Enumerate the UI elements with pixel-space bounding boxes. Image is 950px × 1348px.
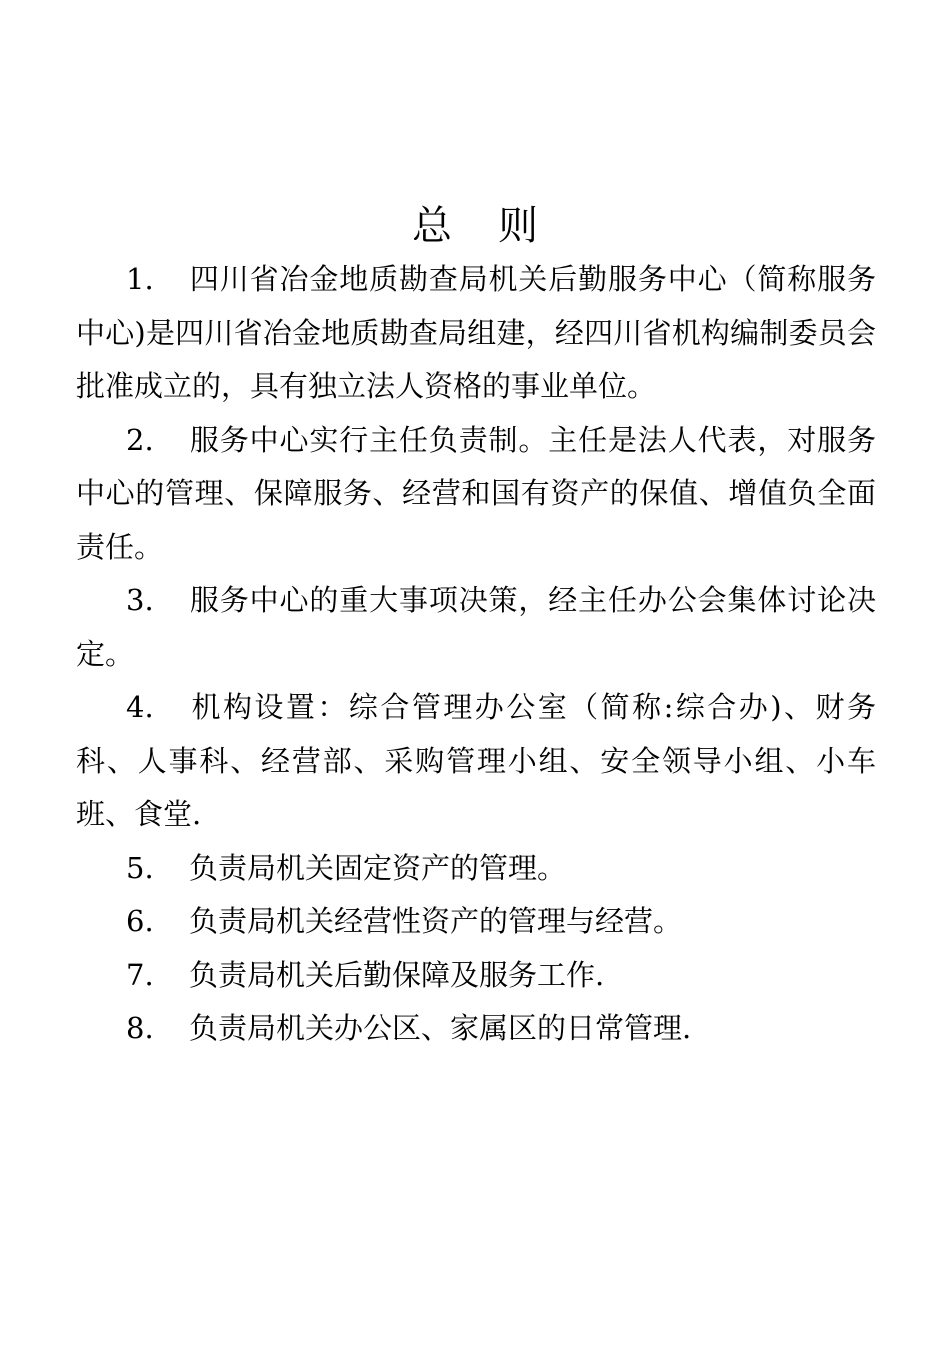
list-item <box>76 1002 876 1056</box>
document-body <box>76 253 876 1056</box>
item-text: 负责局机关后勤保障及服务工作. <box>189 957 605 992</box>
list-item <box>76 949 876 1003</box>
list-item <box>76 414 876 575</box>
item-text: 四川省冶金地质勘查局机关后勤服务中心（简称服务中心)是四川省冶金地质勘查局组建，经四川省机构编制委员会批准成立的，具有独立法人资格的事业单位。 <box>76 262 876 403</box>
title-char-2: 则 <box>498 203 538 249</box>
list-item <box>76 895 876 949</box>
item-number: 1. <box>126 262 154 296</box>
title-char-1: 总 <box>412 203 452 249</box>
list-item <box>76 574 876 681</box>
item-text: 机构设置：综合管理办公室（简称:综合办)、财务科、人事科、经营部、采购管理小组、安全领导小组、小车班、食堂. <box>76 690 876 831</box>
item-number: 3. <box>126 583 154 617</box>
item-number: 6. <box>126 904 154 938</box>
item-number: 8. <box>126 1011 154 1045</box>
item-text: 负责局机关办公区、家属区的日常管理. <box>189 1011 692 1045</box>
item-text: 负责局机关固定资产的管理。 <box>189 850 567 885</box>
item-text: 负责局机关经营性资产的管理与经营。 <box>189 904 683 938</box>
page-title <box>0 196 950 256</box>
list-item <box>76 253 876 414</box>
item-number: 2. <box>126 422 154 457</box>
list-item <box>76 681 876 842</box>
item-number: 5. <box>126 850 154 885</box>
item-number: 4. <box>126 690 154 724</box>
item-text: 服务中心实行主任负责制。主任是法人代表，对服务中心的管理、保障服务、经营和国有资产的保值、增值负全面责任。 <box>76 422 876 564</box>
item-number: 7. <box>126 957 154 992</box>
item-text: 服务中心的重大事项决策，经主任办公会集体讨论决定。 <box>76 583 876 671</box>
list-item <box>76 842 876 896</box>
